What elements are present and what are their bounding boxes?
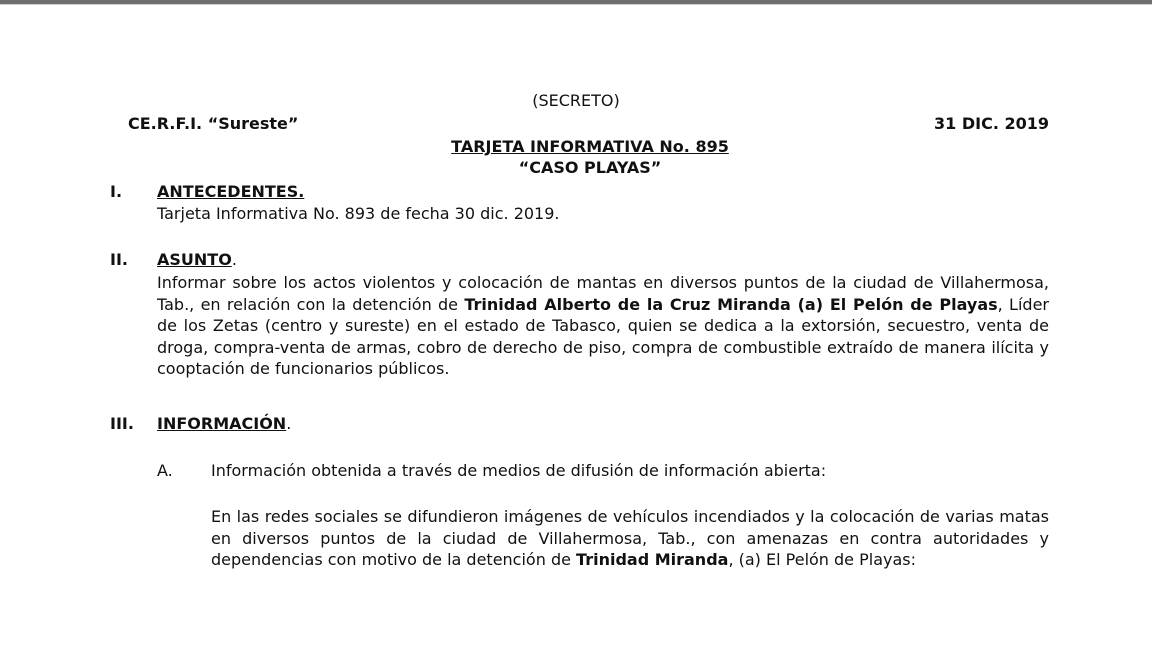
- case-name: “CASO PLAYAS”: [518, 158, 662, 177]
- section-3-heading-line: [157, 414, 291, 433]
- classification-label: (SECRETO): [532, 91, 620, 110]
- item-a-letter: A.: [157, 461, 173, 480]
- item-a-para-1: En las redes sociales se difundieron imágenes de vehículos incendiados y la colocación de varias matas en diversos puntos de la ciudad de Villahermosa, Tab., con amenazas en contra autoridades y dependencias con motivo de la detención de: [211, 507, 1049, 569]
- item-a-text: Información obtenida a través de medios de difusión de información abierta:: [211, 461, 827, 480]
- unit-name: CE.R.F.I. “Sureste”: [128, 114, 299, 133]
- section-3-heading: INFORMACIÓN: [157, 414, 287, 433]
- item-a-para-2: , (a) El Pelón de Playas:: [728, 550, 917, 569]
- top-border-shadow: [0, 4, 1152, 5]
- section-2-text-2: , Líder de los Zetas (centro y sureste) en el estado de Tabasco, quien se dedica a la extorsión, secuestro, venta de droga, compra-venta de armas, cobro de derecho de piso, compra de combustible extraído de manera ilícita y cooptación de funcionarios públicos.: [157, 294, 1049, 378]
- section-2-heading: ASUNTO: [157, 250, 232, 269]
- section-1-text: Tarjeta Informativa No. 893 de fecha 30 dic. 2019.: [157, 204, 560, 223]
- section-2-numeral: II.: [110, 250, 128, 269]
- section-2-heading-line: [157, 250, 237, 269]
- card-title: TARJETA INFORMATIVA No. 895: [451, 137, 729, 156]
- item-a-bold-name: Trinidad Miranda: [576, 550, 729, 569]
- item-a-paragraph: [211, 506, 1049, 571]
- section-3-numeral: III.: [110, 414, 134, 433]
- section-2-text-1: Informar sobre los actos violentos y colocación de mantas en diversos puntos de la ciudad de Villahermosa, Tab., en relación con la detención de: [157, 273, 1049, 314]
- document-date: 31 DIC. 2019: [934, 114, 1049, 133]
- section-2-heading-suffix: .: [231, 250, 237, 269]
- section-3-heading-suffix: .: [286, 414, 292, 433]
- section-1-numeral: I.: [110, 182, 123, 201]
- section-1-heading: ANTECEDENTES.: [157, 182, 305, 201]
- section-2-bold-name: Trinidad Alberto de la Cruz Miranda (a) El Pelón de Playas: [464, 294, 998, 314]
- section-2-paragraph: [157, 272, 1049, 380]
